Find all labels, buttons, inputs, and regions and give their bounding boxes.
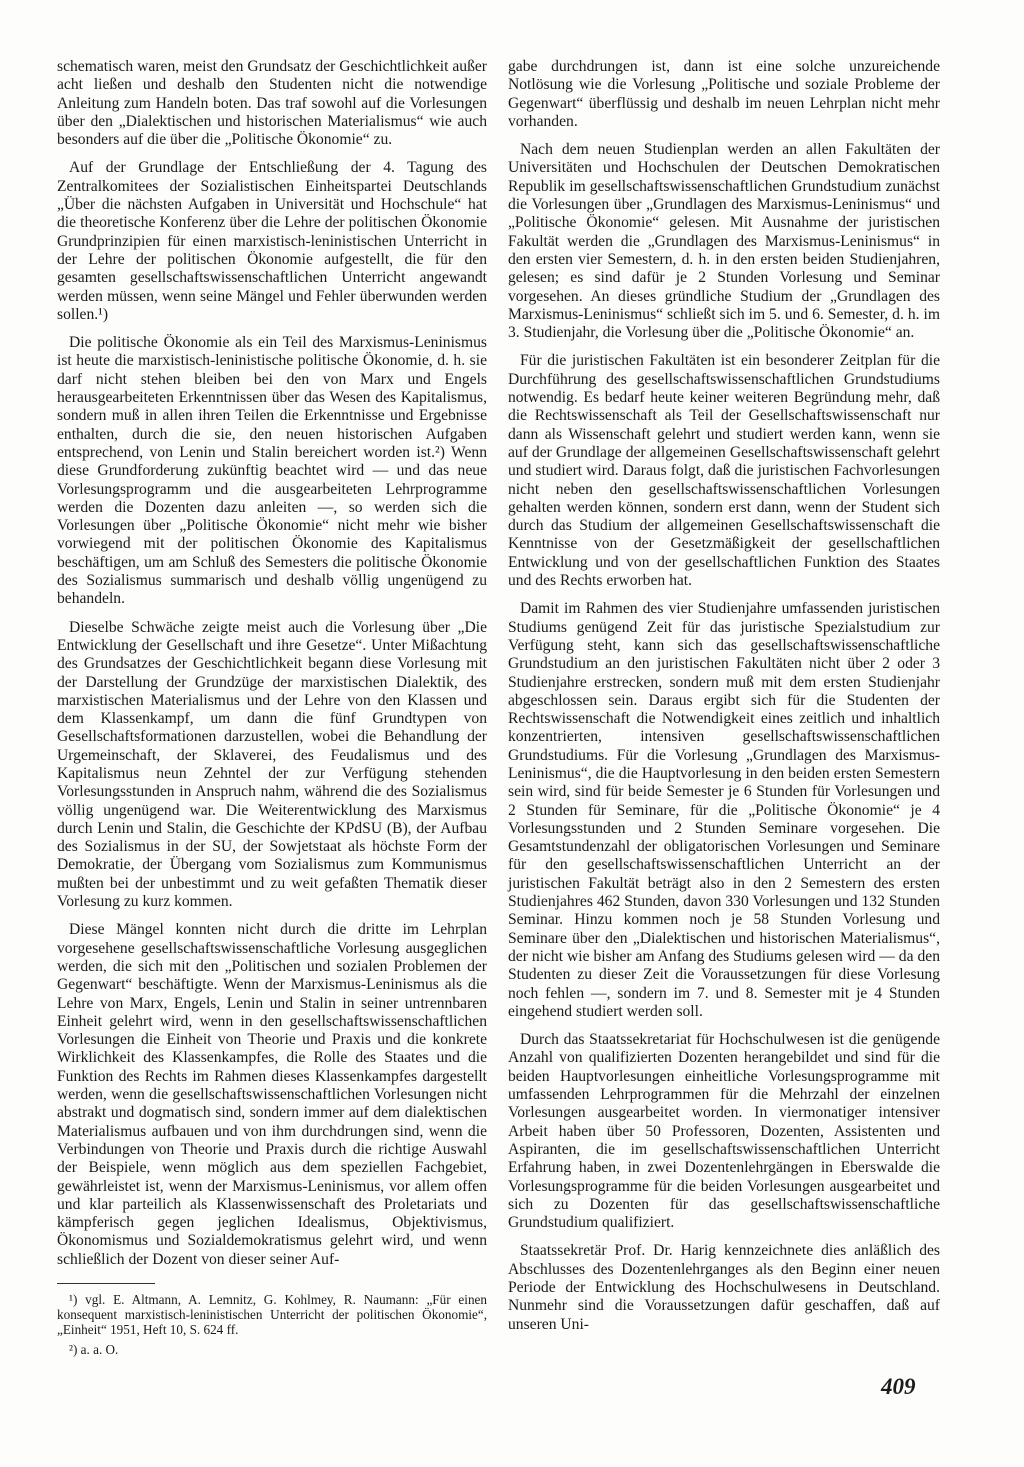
paragraph: Für die juristischen Fakultäten ist ein besonderer Zeitplan für die Durchführung des gesellschaftswissenschaftlichen Grundstudiums notwendig. Es bedarf heute keiner weiteren Begründung mehr, daß die Rechtswissenschaft als Teil der Gesellschaftswissenschaft nur dann als Wissenschaft gelehrt und studiert werden kann, wenn sie auf der Grundlage der allgemeinen Gesellschaftswissenschaft gelehrt und studiert wird. Daraus folgt, daß die juristischen Fachvorlesungen nicht neben den gesellschaftswissenschaftlichen Vorlesungen gehalten werden können, sondern erst dann, wenn der Student sich durch das Studium der allgemeinen Gesellschaftswissenschaft die Kenntnisse von der Gesetzmäßigkeit der gesellschaftlichen Entwicklung und von der gesellschaftlichen Funktion des Staates und des Rechts erworben hat. — [508, 352, 940, 590]
paragraph: Damit im Rahmen des vier Studienjahre umfassenden juristischen Studiums genügend Zeit für das juristische Spezialstudium zur Verfügung steht, kann sich das gesellschaftswissenschaftliche Grundstudium an den juristischen Fakultäten nicht über 2 oder 3 Studienjahre erstrecken, sondern muß mit dem ersten Studienjahr abgeschlossen sein. Daraus ergibt sich für die Studenten der Rechtswissenschaft die Notwendigkeit eines zeitlich und inhaltlich konzentrierten, intensiven gesellschaftswissenschaftlichen Grundstudiums. Für die Vorlesung „Grundlagen des Marxismus-Leninismus“, die die Hauptvorlesung in den beiden ersten Semestern sein wird, sind für beide Semester je 6 Stunden für Vorlesungen und 2 Stunden für Seminare, für die „Politische Ökonomie“ je 4 Vorlesungsstunden und 2 Stunden Seminare vorgesehen. Die Gesamtstundenzahl der obligatorischen Vorlesungen und Seminare für den gesellschaftswissenschaftlichen Unterricht an der juristischen Fakultät beträgt also in den 2 Semestern des ersten Studienjahres 462 Stunden, davon 330 Vorlesungen und 132 Stunden Seminar. Hinzu kommen noch je 58 Stunden Vorlesung und Seminare über den „Dialektischen und historischen Materialismus“, der nicht wie bisher am Anfang des Studiums gelesen wird — da den Studenten zu dieser Zeit die Voraussetzungen für diese Vorlesung noch fehlen —, sondern im 7. und 8. Semester mit je 4 Stunden eingehend studiert werden soll. — [508, 600, 940, 1020]
paragraph: Dieselbe Schwäche zeigte meist auch die Vorlesung über „Die Entwicklung der Gesellschaft und ihre Gesetze“. Unter Mißachtung des Grundsatzes der Geschichtlichkeit begann diese Vorlesung mit der Darstellung der Grundzüge der marxistischen Dialektik, des marxistischen Materialismus und der Lehre von den Klassen und dem Klassenkampf, um dann die fünf Grundtypen von Gesellschaftsformationen darzustellen, wobei die Behandlung der Urgemeinschaft, der Sklaverei, des Feudalismus und des Kapitalismus neun Zehntel der zur Verfügung stehenden Vorlesungsstunden in Anspruch nahm, während die des Sozialismus völlig ungenügend war. Die Weiterentwicklung des Marxismus durch Lenin und Stalin, die Geschichte der KPdSU (B), der Aufbau des Sozialismus in der SU, der Sowjetstaat als höchste Form der Demokratie, der Übergang vom Sozialismus zum Kommunismus mußten bei der unbestimmt und zu weit gefaßten Thematik dieser Vorlesung zu kurz kommen. — [57, 618, 487, 911]
right-column — [508, 58, 940, 1344]
paragraph: Staatssekretär Prof. Dr. Harig kennzeichnete dies anläßlich des Abschlusses des Dozentenlehrganges als den Beginn einer neuen Periode der Entwicklung des Hochschulwesens in Deutschland. Nunmehr sind die Voraussetzungen dafür geschaffen, daß auf unseren Uni- — [508, 1242, 940, 1333]
footnote-2: ²) a. a. O. — [69, 1341, 119, 1357]
paragraph: gabe durchdrungen ist, dann ist eine solche unzureichende Notlösung wie die Vorlesung „Politische und soziale Probleme der Gegenwart“ überflüssig und deshalb im neuen Lehrplan nicht mehr vorhanden. — [508, 58, 940, 130]
paragraph: Auf der Grundlage der Entschließung der 4. Tagung des Zentralkomitees der Sozialistischen Einheitspartei Deutschlands „Über die nächsten Aufgaben in Universität und Hochschule“ hat die theoretische Konferenz über die Lehre der politischen Ökonomie Grundprinzipien für einen marxistisch-leninistischen Unterricht in der Lehre der politischen Ökonomie aufgestellt, die für den gesamten gesellschaftswissenschaftlichen Unterricht angewandt werden müssen, wenn seine Mängel und Fehler überwunden werden sollen.¹) — [57, 159, 487, 323]
paragraph: Nach dem neuen Studienplan werden an allen Fakultäten der Universitäten und Hochschulen der Deutschen Demokratischen Republik im gesellschaftswissenschaftlichen Grundstudium zunächst die Vorlesungen über „Grundlagen des Marxismus-Leninismus“ und „Politische Ökonomie“ gelesen. Mit Ausnahme der juristischen Fakultät werden die „Grundlagen des Marxismus-Leninismus“ in den ersten vier Semestern, d. h. in den ersten beiden Studienjahren, gelesen; es sind dafür je 2 Stunden Vorlesung und Seminar vorgesehen. An dieses gründliche Studium der „Grundlagen des Marxismus-Leninismus“ schließt sich im 5. und 6. Semester, d. h. im 3. Studienjahr, die Vorlesung über die „Politische Ökonomie“ an. — [508, 141, 940, 342]
page-number: 409 — [881, 1374, 916, 1399]
paragraph: Durch das Staatssekretariat für Hochschulwesen ist die genügende Anzahl von qualifizierten Dozenten herangebildet und sind für die beiden Hauptvorlesungen einheitliche Vorlesungsprogramme mit umfassenden Lehrprogrammen für die Mehrzahl der einzelnen Vorlesungen ausgearbeitet worden. In viermonatiger intensiver Arbeit haben über 50 Professoren, Dozenten, Assistenten und Aspiranten, die im gesellschaftswissenschaftlichen Unterricht Erfahrung haben, in zwei Dozentenlehrgängen in Eberswalde die Vorlesungsprogramme für die beiden Vorlesungen ausgearbeitet und sich zu Dozenten für das gesellschaftswissenschaftliche Grundstudium qualifiziert. — [508, 1031, 940, 1232]
paragraph: Die politische Ökonomie als ein Teil des Marxismus-Leninismus ist heute die marxistisch-leninistische politische Ökonomie, d. h. sie darf nicht stehen bleiben bei den von Marx und Engels herausgearbeiteten Erkenntnissen über das Wesen des Kapitalismus, sondern muß in allen ihren Teilen die Erkenntnisse und Ergebnisse enthalten, durch die sie, den neuen historischen Aufgaben entsprechend, von Lenin und Stalin bereichert worden ist.²) Wenn diese Grundforderung zukünftig beachtet wird — und das neue Vorlesungsprogramm und die ausgearbeiteten Lehrprogramme werden die Dozenten dazu anleiten —, so werden sich die Vorlesungen über „Politische Ökonomie“ nicht mehr wie bisher vorwiegend mit der politischen Ökonomie des Kapitalismus beschäftigen, um am Schluß des Semesters die politische Ökonomie des Sozialismus summarisch und deshalb völlig ungenügend zu behandeln. — [57, 334, 487, 608]
paragraph: schematisch waren, meist den Grundsatz der Geschichtlichkeit außer acht ließen und deshalb den Studenten nicht die notwendige Anleitung zum Handeln boten. Das traf sowohl auf die Vorlesungen über den „Dialektischen und historischen Materialismus“ wie auch besonders auf die über die „Politische Ökonomie“ zu. — [57, 58, 487, 149]
paragraph: Diese Mängel konnten nicht durch die dritte im Lehrplan vorgesehene gesellschaftswissenschaftliche Vorlesung ausgeglichen werden, die sich mit den „Politischen und sozialen Problemen der Gegenwart“ beschäftigte. Wenn der Marxismus-Leninismus als die Lehre von Marx, Engels, Lenin und Stalin in seiner untrennbaren Einheit gelehrt wird, wenn in den gesellschaftswissenschaftlichen Vorlesungen die Einheit von Theorie und Praxis und die konkrete Wirklichkeit des Klassenkampfes, die Rolle des Staates und die Funktion des Rechts im Rahmen dieses Klassenkampfes dargestellt werden, wenn die gesellschaftswissenschaftlichen Vorlesungen nicht abstrakt und dogmatisch sind, sondern immer auf dem dialektischen Materialismus aufbauen und von ihm durchdrungen sind, wenn die Verbindungen von Theorie und Praxis durch die richtige Auswahl der Beispiele, wenn möglich aus dem speziellen Fachgebiet, gewährleistet ist, wenn der Marxismus-Leninismus, vor allem offen und klar parteilich als Klassenwissenschaft des Proletariats und kämpferisch gegen jeglichen Idealismus, Objektivismus, Ökonomismus und Sozialdemokratismus gelehrt wird, und wenn schließlich der Dozent von dieser seiner Auf- — [57, 921, 487, 1268]
footnote-divider — [57, 1283, 155, 1284]
footnote-1: ¹) vgl. E. Altmann, A. Lemnitz, G. Kohlmey, R. Naumann: „Für einen konsequent marxistisch-leninistischen Unterricht der politischen Ökonomie“, „Einheit“ 1951, Heft 10, S. 624 ff. — [57, 1292, 487, 1338]
left-column — [57, 58, 487, 1361]
